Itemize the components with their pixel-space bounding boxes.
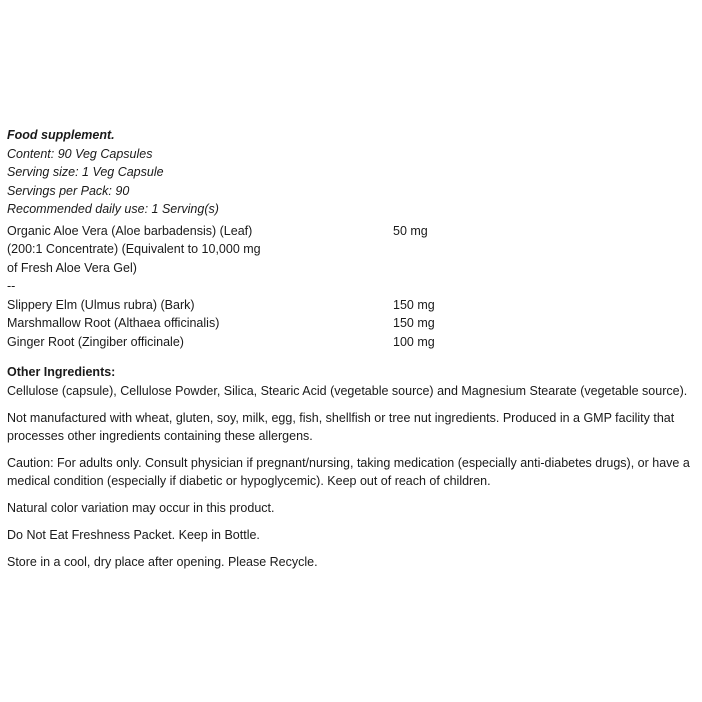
allergen-statement: Not manufactured with wheat, gluten, soy, milk, egg, fish, shellfish or tree nut ingredients. Produced in a GMP facility that processes other ingredients containing these allergens. [7,410,675,443]
label-title: Food supplement. [7,128,115,142]
storage-note: Store in a cool, dry place after opening. Please Recycle. [7,554,318,569]
fact-name: Slippery Elm (Ulmus rubra) (Bark) [7,297,195,312]
supplement-label [7,126,697,571]
fact-amount: 150 mg [393,297,435,312]
serving-size-line: Serving size: 1 Veg Capsule [7,165,164,179]
fact-row-ginger-root [7,333,697,352]
fact-amount: 150 mg [393,316,435,330]
supplement-facts [7,222,697,352]
fact-amount: 100 mg [393,334,435,349]
caution-statement: Caution: For adults only. Consult physician if pregnant/nursing, taking medication (especially anti-diabetes drugs), or have a medical condition (especially if diabetic or hypoglycemic). Keep out of reach of children. [7,455,690,488]
freshness-packet-note: Do Not Eat Freshness Packet. Keep in Bottle. [7,527,260,542]
servings-per-pack-line: Servings per Pack: 90 [7,183,130,198]
fact-row-slippery-elm [7,296,697,315]
color-variation-note: Natural color variation may occur in this product. [7,500,275,515]
content-line: Content: 90 Veg Capsules [7,146,153,161]
other-ingredients-text: Cellulose (capsule), Cellulose Powder, Silica, Stearic Acid (vegetable source) and Magnesium Stearate (vegetable source). [7,383,688,398]
fact-amount: 50 mg [393,223,428,238]
other-ingredients [7,363,697,400]
fact-row-marshmallow-root [7,314,697,333]
fact-row-aloe-vera [7,222,697,278]
recommended-use-line: Recommended daily use: 1 Serving(s) [7,202,219,216]
fact-name: Marshmallow Root (Althaea officinalis) [7,316,220,330]
fact-name: Ginger Root (Zingiber officinale) [7,334,184,349]
fact-name: Organic Aloe Vera (Aloe barbadensis) (Leaf) (200:1 Concentrate) (Equivalent to 10,000 mg of Fresh Aloe Vera Gel) [7,223,261,275]
facts-separator: -- [7,279,16,293]
other-ingredients-heading: Other Ingredients: [7,365,116,379]
